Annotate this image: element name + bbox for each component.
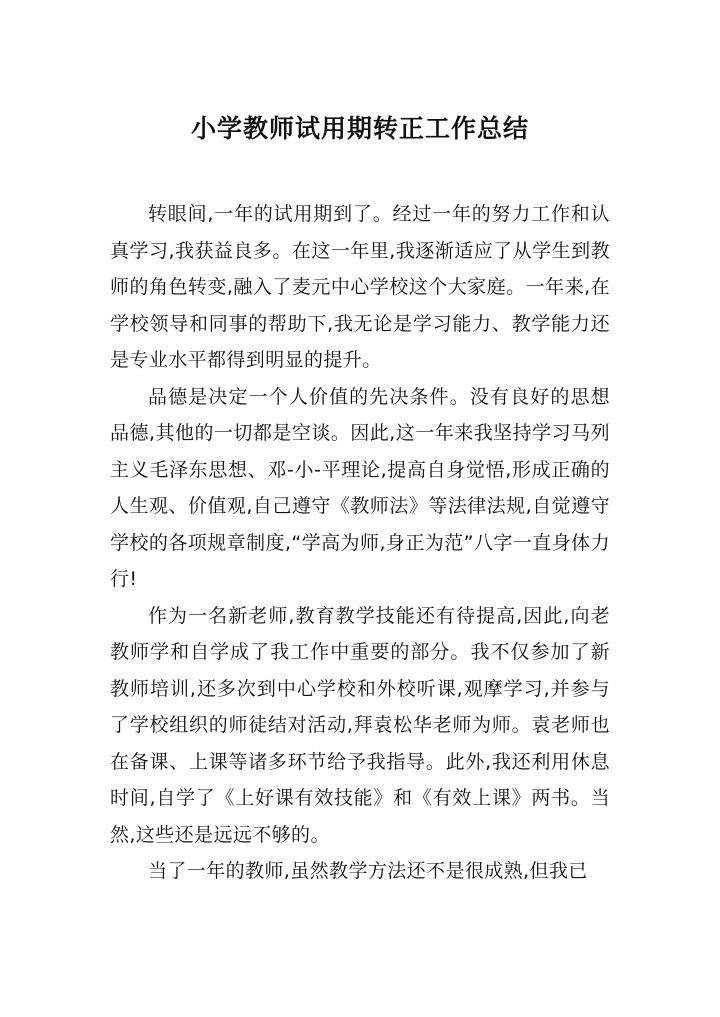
document-body <box>110 196 610 890</box>
paragraph-4: 当了一年的教师,虽然教学方法还不是很成熟,但我已 <box>148 860 588 882</box>
paragraph-1: 转眼间,一年的试用期到了。经过一年的努力工作和认真学习,我获益良多。在这一年里,我逐渐适应了从学生到教师的角色转变,融入了麦元中心学校这个大家庭。一年来,在学校领导和同事的帮助下,我无论是学习能力、教学能力还是专业水平都得到明显的提升。 <box>110 203 610 371</box>
document-title: 小学教师试用期转正工作总结 <box>190 114 529 143</box>
paragraph-3: 作为一名新老师,教育教学技能还有待提高,因此,向老教师学和自学成了我工作中重要的部分。我不仅参加了新教师培训,还多次到中心学校和外校听课,观摩学习,并参与了学校组织的师徒结对活动,拜袁松华老师为师。袁老师也在备课、上课等诸多环节给予我指导。此外,我还利用休息时间,自学了《上好课有效技能》和《有效上课》两书。当然,这些还是远远不够的。 <box>110 604 610 846</box>
paragraph-2: 品德是决定一个人价值的先决条件。没有良好的思想品德,其他的一切都是空谈。因此,这一年来我坚持学习马列主义毛泽东思想、邓-小-平理论,提高自身觉悟,形成正确的人生观、价值观,自己遵守《教师法》等法律法规,自觉遵守学校的各项规章制度,“学高为师,身正为范”八字一直身体力行! <box>110 385 610 590</box>
